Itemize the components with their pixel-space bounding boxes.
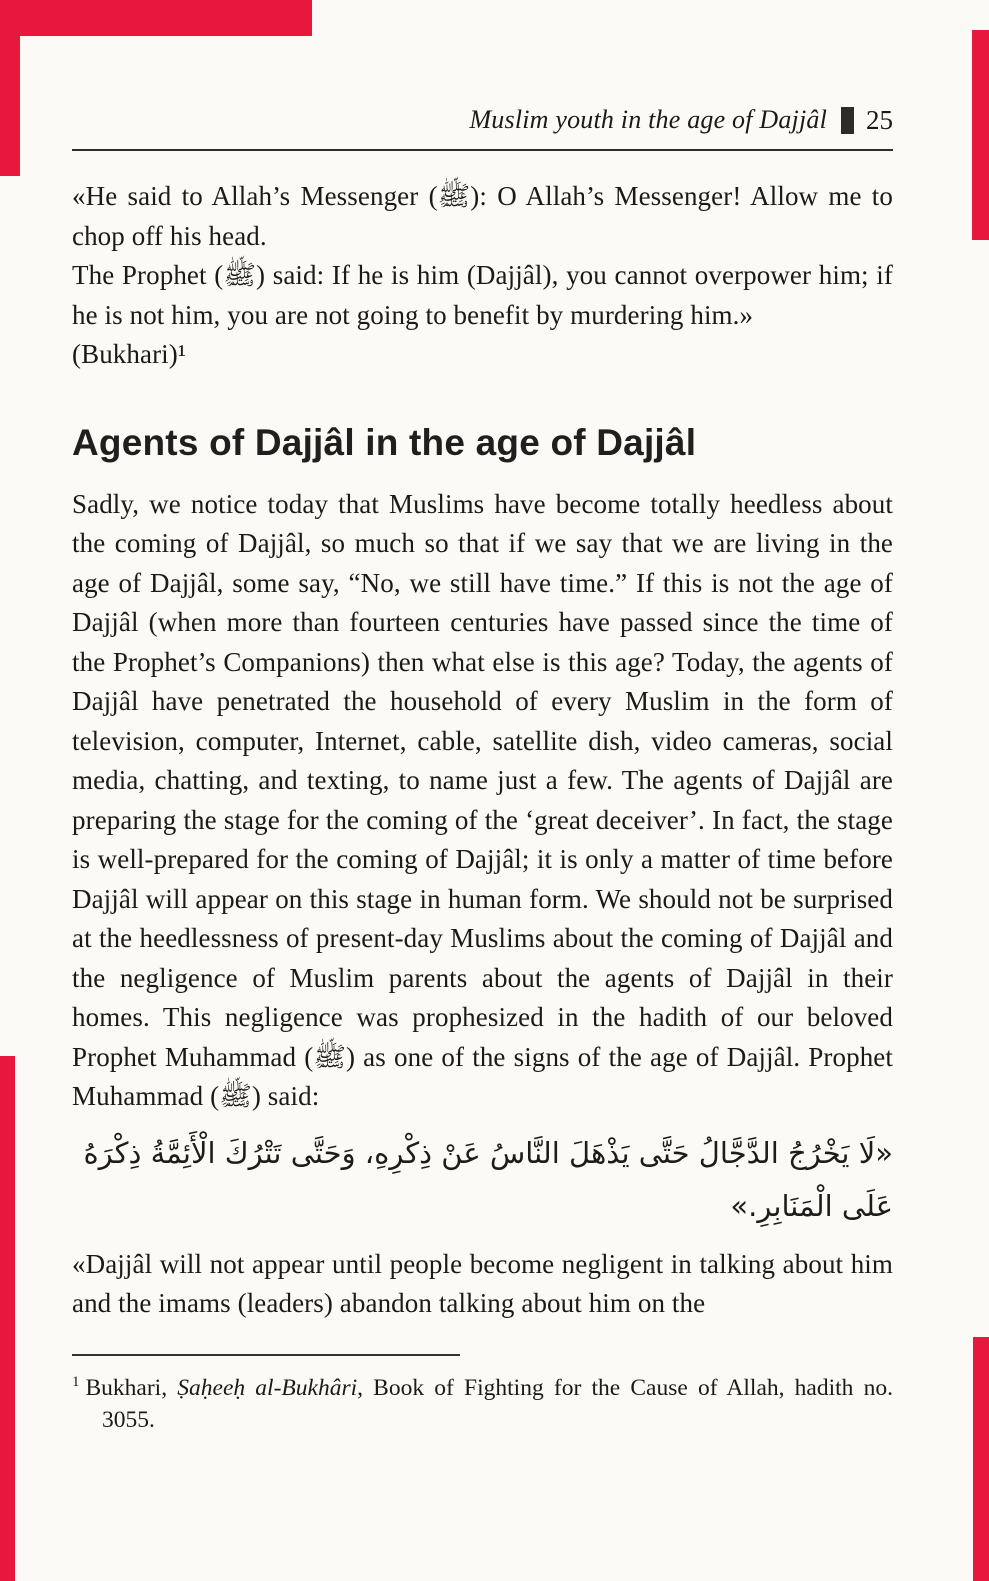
hadith-translation: «Dajjâl will not appear until people become negligent in talking about him and the imams (leaders) abandon talking about him on the: [72, 1248, 893, 1318]
footnote: [72, 1372, 893, 1436]
hadith-quote-line-1: «He said to Allah’s Messenger (ﷺ): O Allah’s Messenger! Allow me to chop off his head.: [72, 181, 893, 251]
arabic-hadith-line-1: «لَا يَخْرُجُ الدَّجَّالُ حَتَّى يَذْهَلَ النَّاسُ عَنْ ذِكْرِهِ، وَحَتَّى تَتْرُكَ الْأَئِمَّةُ ذِكْرَهُ: [83, 1135, 893, 1170]
header-square-mark: [841, 107, 854, 134]
arabic-hadith-line-2: عَلَى الْمَنَابِرِ.»: [730, 1188, 893, 1223]
running-title: Muslim youth in the age of Dajjâl: [469, 105, 827, 134]
section-body-paragraph: Sadly, we notice today that Muslims have become totally heedless about the coming of Dajjâl, so much so that if we say that we are living in the age of Dajjâl, some say, “No, we still have time.” If this is not the age of Dajjâl (when more than fourteen centuries have passed since the time of the Prophet’s Companions) then what else is this age? Today, the agents of Dajjâl have penetrated the household of every Muslim in the form of television, computer, Internet, cable, satellite dish, video cameras, social media, chatting, and texting, to name just a few. The agents of Dajjâl are preparing the stage for the coming of the ‘great deceiver’. In fact, the stage is well-prepared for the coming of Dajjâl; it is only a matter of time before Dajjâl will appear on this stage in human form. We should not be surprised at the heedlessness of present-day Muslims about the coming of Dajjâl and the negligence of Muslim parents about the agents of Dajjâl in their homes. This negligence was prophesized in the hadith of our beloved Prophet Muhammad (ﷺ) as one of the signs of the age of Dajjâl. Prophet Muhammad (ﷺ) said:: [72, 488, 893, 1111]
footnote-marker: 1: [72, 1373, 80, 1390]
footnote-book-title: Ṣaḥeeḥ al-Bukhâri: [177, 1374, 358, 1401]
hadith-source: (Bukhari)¹: [72, 339, 187, 369]
header-rule: [72, 149, 893, 151]
arabic-hadith-block: [72, 1127, 893, 1233]
footnote-text-pre: Bukhari,: [85, 1374, 178, 1401]
page-number: 25: [866, 105, 893, 135]
footnote-text-post: , Book of Fighting for the Cause of Allah, hadith no. 3055.: [102, 1374, 893, 1433]
hadith-quote-block: [72, 177, 893, 375]
footnote-separator: [72, 1354, 460, 1356]
page-header: [72, 104, 893, 136]
section-heading: Agents of Dajjâl in the age of Dajjâl: [72, 421, 697, 463]
hadith-quote-line-2: The Prophet (ﷺ) said: If he is him (Dajjâl), you cannot overpower him; if he is not him, you are not going to benefit by murdering him.»: [72, 260, 893, 330]
